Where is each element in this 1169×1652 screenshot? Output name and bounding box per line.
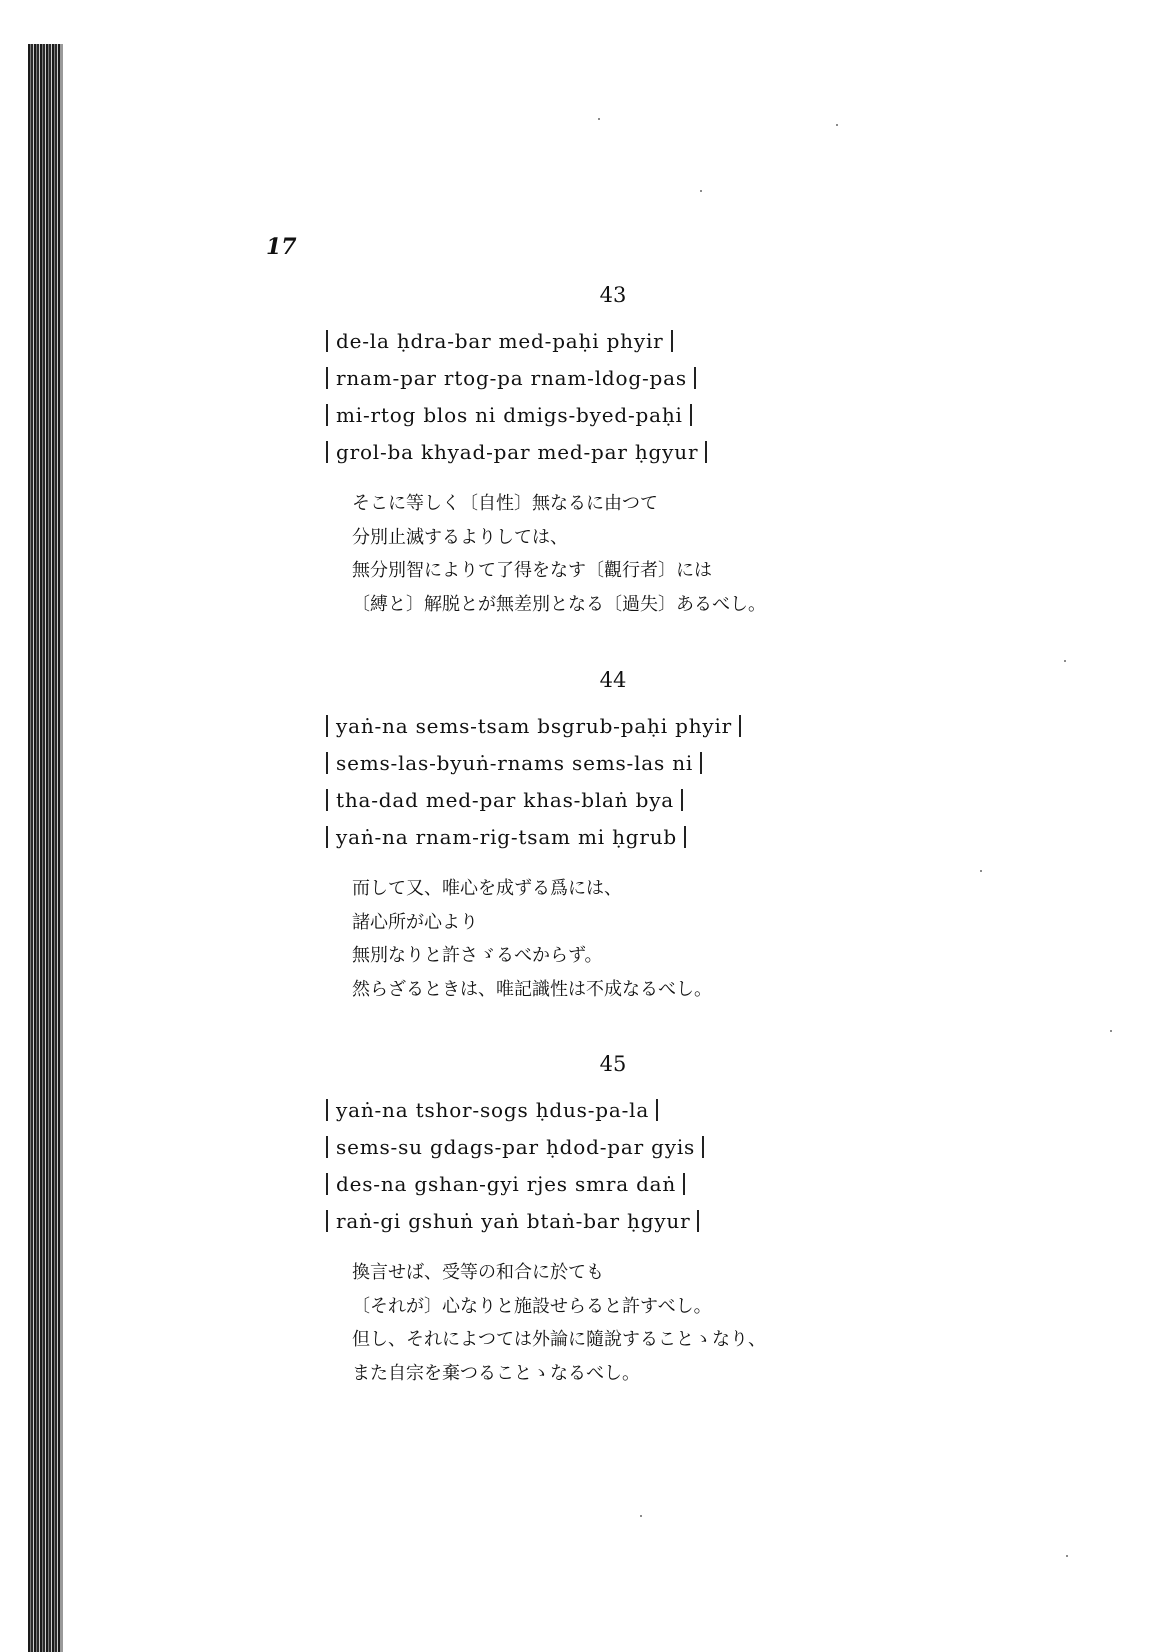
shad-mark [681,789,683,811]
shad-mark [671,330,673,352]
shad-mark [326,367,328,389]
tibetan-text: de-la ḥdra-bar med-paḥi phyir [336,329,664,353]
japanese-line: 〔それが〕心なりと施設せらると許すべし。 [352,1295,712,1317]
tibetan-text: raṅ-gi gshuṅ yaṅ btaṅ-bar ḥgyur [336,1209,691,1233]
japanese-line: 分別止滅するよりしては、 [352,526,568,548]
tibetan-text: grol-ba khyad-par med-par ḥgyur [336,440,699,464]
shad-mark [705,441,707,463]
tibetan-line [326,360,1026,397]
book-binding-edge [28,44,60,1652]
tibetan-text: tha-dad med-par khas-blaṅ bya [336,788,675,812]
scan-speck [1110,1030,1112,1032]
shad-mark [326,1210,328,1232]
shad-mark [326,441,328,463]
tibetan-text: mi-rtog blos ni dmigs-byed-paḥi [336,403,683,427]
scan-speck [640,1515,642,1517]
verse-number: 44 [599,668,627,692]
verse-number: 43 [599,283,627,307]
japanese-line: 無分別智によりて了得をなす〔觀行者〕には [352,560,712,581]
tibetan-text: des-na gshan-gyi rjes smra daṅ [336,1172,677,1196]
shad-mark [326,789,328,811]
japanese-line: 然らざるときは、唯記識性は不成なるべし。 [352,978,712,1000]
verse-section-44 [326,668,1026,1006]
tibetan-line [326,1092,1026,1129]
shad-mark [684,826,686,848]
scan-speck [1064,660,1066,662]
page-number: 17 [266,234,297,260]
verse-number: 45 [599,1052,627,1076]
shad-mark [326,1099,328,1121]
japanese-line: 但し、それによつては外論に隨說することゝなり、 [352,1329,766,1350]
scan-speck [836,124,838,126]
tibetan-line [326,434,1026,471]
japanese-line: また自宗を棄つることゝなるべし。 [352,1362,640,1384]
shad-mark [700,752,702,774]
tibetan-text: sems-su gdags-par ḥdod-par gyis [336,1135,696,1159]
japanese-translation [352,487,1026,621]
tibetan-text: rnam-par rtog-pa rnam-ldog-pas [336,366,687,390]
shad-mark [326,1173,328,1195]
japanese-line: 諸心所が心より [352,911,478,933]
tibetan-line [326,1166,1026,1203]
binding-shadow [60,44,63,1652]
shad-mark [326,715,328,737]
tibetan-text: sems-las-byuṅ-rnams sems-las ni [336,751,694,775]
shad-mark [326,752,328,774]
scan-speck [980,870,982,872]
verse-section-45 [326,1052,1026,1390]
tibetan-text: yaṅ-na sems-tsam bsgrub-paḥi phyir [336,714,733,738]
shad-mark [326,330,328,352]
shad-mark [694,367,696,389]
tibetan-line [326,782,1026,819]
japanese-line: 無別なりと許さゞるべからず。 [352,945,603,966]
tibetan-line [326,1129,1026,1166]
tibetan-verse [326,323,1026,471]
shad-mark [326,826,328,848]
tibetan-line [326,323,1026,360]
scan-speck [1066,1555,1068,1557]
tibetan-verse [326,1092,1026,1240]
japanese-line: 而して又、唯心を成ずる爲には、 [352,878,622,899]
scan-speck [700,190,702,192]
scan-speck [598,118,600,120]
verse-section-43 [326,283,1026,621]
shad-mark [656,1099,658,1121]
shad-mark [739,715,741,737]
tibetan-text: yaṅ-na rnam-rig-tsam mi ḥgrub [336,825,678,849]
shad-mark [683,1173,685,1195]
japanese-line: 換言せば、受等の和合に於ても [352,1262,604,1283]
shad-mark [697,1210,699,1232]
tibetan-line [326,745,1026,782]
tibetan-verse [326,708,1026,856]
shad-mark [326,1136,328,1158]
shad-mark [702,1136,704,1158]
japanese-line: 〔縛と〕解脱とが無差別となる〔過失〕あるべし。 [352,593,766,615]
shad-mark [690,404,692,426]
japanese-translation [352,872,1026,1006]
tibetan-line [326,1203,1026,1240]
tibetan-line [326,708,1026,745]
tibetan-text: yaṅ-na tshor-sogs ḥdus-pa-la [336,1098,650,1122]
shad-mark [326,404,328,426]
japanese-line: そこに等しく〔自性〕無なるに由つて [352,493,658,514]
tibetan-line [326,397,1026,434]
tibetan-line [326,819,1026,856]
japanese-translation [352,1256,1026,1390]
